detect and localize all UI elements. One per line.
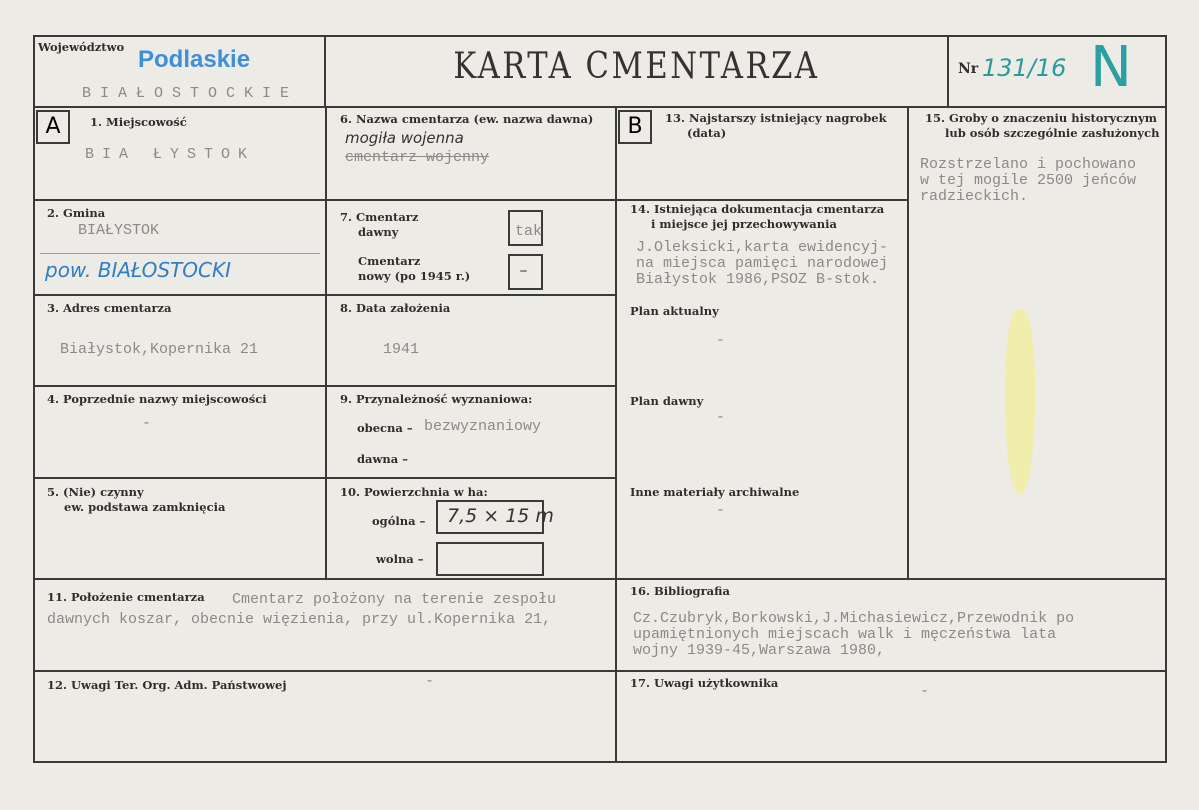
f16-label: 16. Bibliografia — [630, 584, 730, 598]
f7-label2: dawny — [358, 225, 399, 239]
wojewodztwo-label: Województwo — [38, 40, 125, 54]
plan-current-value: - — [716, 332, 726, 349]
f6-struck: cmentarz wojenny — [345, 149, 490, 166]
f7-new-label2: nowy (po 1945 r.) — [358, 269, 471, 283]
f9-current-value: bezwyznaniowy — [424, 418, 542, 435]
podlaskie-stamp: Podlaskie — [138, 46, 251, 73]
nr-label: Nr — [958, 61, 979, 77]
plan-former-value: - — [716, 409, 726, 426]
f9-label: 9. Przynależność wyznaniowa: — [340, 392, 533, 406]
f2-label: 2. Gmina — [47, 206, 106, 220]
divider — [33, 670, 1167, 672]
divider — [40, 253, 320, 254]
f8-label: 8. Data założenia — [340, 301, 451, 315]
f7-new-value: – — [519, 263, 529, 280]
divider — [33, 199, 616, 201]
f11-label: 11. Położenie cmentarza — [47, 590, 205, 604]
divider — [33, 578, 1167, 580]
f2-value: BIAŁYSTOK — [78, 222, 160, 239]
section-b-marker: B — [618, 110, 652, 144]
f6-label: 6. Nazwa cmentarza (ew. nazwa dawna) — [340, 112, 594, 126]
f10-total-value: 7,5 × 15 m — [447, 505, 554, 527]
divider — [615, 107, 617, 763]
divider — [325, 107, 327, 579]
divider — [33, 477, 616, 479]
f12-value: - — [425, 673, 435, 690]
f7-old-value: tak — [515, 223, 543, 240]
divider — [907, 107, 909, 579]
f4-label: 4. Poprzednie nazwy miejscowości — [47, 392, 267, 406]
f1-value: BIA ŁYSTOK — [85, 146, 256, 163]
f5-label2: ew. podstawa zamknięcia — [64, 500, 226, 514]
other-materials-label: Inne materiały archiwalne — [630, 485, 800, 499]
f4-value: - — [142, 415, 152, 432]
f10-label: 10. Powierzchnia w ha: — [340, 485, 488, 499]
f16-value: Cz.Czubryk,Borkowski,J.Michasiewicz,Przewodnik po upamiętnionych miejscach walk i męczeństwa lata wojny 1939-45,Warszawa 1980, — [633, 610, 1075, 659]
divider — [947, 35, 949, 108]
f11-line2: dawnych koszar, obecnie więzienia, przy ul.Kopernika 21, — [47, 611, 552, 628]
f3-value: Białystok,Kopernika 21 — [60, 341, 259, 358]
divider — [33, 385, 616, 387]
f13-label2: (data) — [687, 126, 727, 140]
f10-free-label: wolna – — [376, 552, 424, 566]
f15-label: 15. Groby o znaczeniu historycznym — [925, 111, 1157, 125]
section-a-marker: A — [36, 110, 70, 144]
f8-value: 1941 — [383, 341, 420, 358]
f10-free-box[interactable] — [436, 542, 544, 576]
nr-value: 131/16 — [982, 54, 1067, 82]
f7-label: 7. Cmentarz — [340, 210, 419, 224]
plan-former-label: Plan dawny — [630, 394, 704, 408]
yellow-stain — [1005, 310, 1035, 495]
f5-label: 5. (Nie) czynny — [47, 485, 144, 499]
f17-value: - — [920, 683, 930, 700]
f15-label2: lub osób szczególnie zasłużonych — [945, 126, 1160, 140]
f11-line1: Cmentarz położony na terenie zespołu — [232, 591, 557, 608]
f6-handwritten: mogiła wojenna — [345, 129, 464, 147]
page-title: KARTA CMENTARZA — [453, 46, 820, 87]
f12-label: 12. Uwagi Ter. Org. Adm. Państwowej — [47, 678, 287, 692]
divider — [33, 294, 616, 296]
f9-former-label: dawna – — [357, 452, 408, 466]
f14-label2: i miejsce jej przechowywania — [651, 217, 837, 231]
f13-label: 13. Najstarszy istniejący nagrobek — [665, 111, 887, 125]
plan-current-label: Plan aktualny — [630, 304, 719, 318]
f15-value: Rozstrzelano i pochowano w tej mogile 2500 jeńców radzieckich. — [920, 156, 1137, 205]
wojewodztwo-value: BIAŁOSTOCKIE — [82, 85, 299, 102]
f7-new-label: Cmentarz — [358, 254, 421, 268]
f17-label: 17. Uwagi użytkownika — [630, 676, 779, 690]
f3-label: 3. Adres cmentarza — [47, 301, 172, 315]
f1-label: 1. Miejscowość — [90, 115, 187, 129]
f10-total-label: ogólna – — [372, 514, 426, 528]
f9-current-label: obecna – — [357, 421, 413, 435]
other-materials-value: - — [716, 502, 726, 519]
divider — [324, 35, 326, 108]
f14-value: J.Oleksicki,karta ewidencyj- na miejsca pamięci narodowej Białystok 1986,PSOZ B-stok. — [636, 239, 889, 288]
f14-label: 14. Istniejąca dokumentacja cmentarza — [630, 202, 885, 216]
f2-handwritten: pow. BIAŁOSTOCKI — [45, 258, 232, 282]
nr-mark: N — [1090, 35, 1132, 100]
divider — [615, 199, 908, 201]
